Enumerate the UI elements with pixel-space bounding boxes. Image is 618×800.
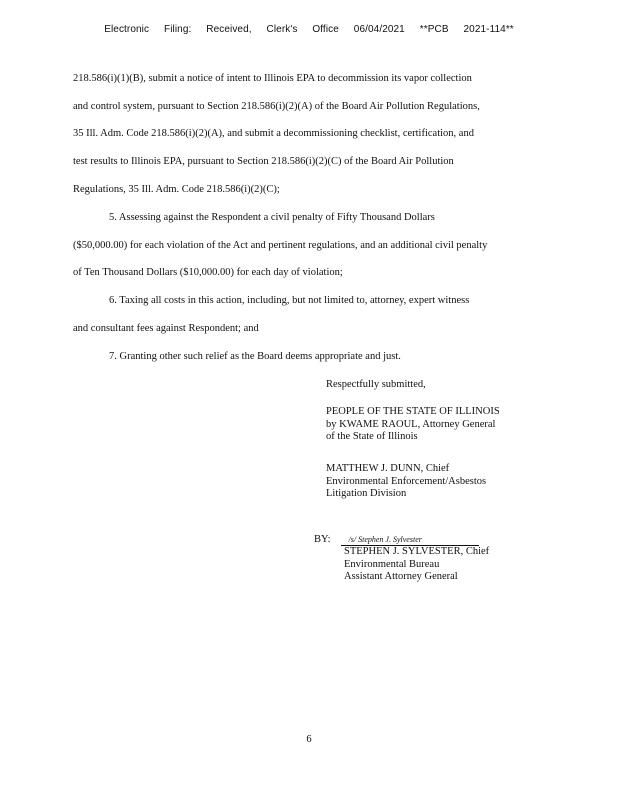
- body-line: ($50,000.00) for each violation of the Act and pertinent regulations, and an additional civil penalty: [73, 240, 488, 251]
- signature-line: of the State of Illinois: [326, 431, 418, 442]
- closing-text: [326, 379, 426, 392]
- signature-line: by KWAME RAOUL, Attorney General: [326, 418, 496, 430]
- body-line: and control system, pursuant to Section 218.586(i)(2)(A) of the Board Air Pollution Regulations,: [73, 101, 480, 112]
- body-line: test results to Illinois EPA, pursuant to Section 218.586(i)(2)(C) of the Board Air Pollution: [73, 156, 454, 167]
- header-case-number: 2021-114**: [463, 24, 514, 35]
- body-line: 218.586(i)(1)(B), submit a notice of intent to Illinois EPA to decommission its vapor collection: [73, 73, 472, 84]
- header-word: Office: [312, 24, 339, 35]
- signature-line: Assistant Attorney General: [344, 571, 458, 582]
- paragraph-7-line: 7. Granting other such relief as the Board deems appropriate and just.: [109, 351, 401, 362]
- header-word: Received,: [206, 24, 252, 35]
- body-line: 35 Ill. Adm. Code 218.586(i)(2)(A), and submit a decommissioning checklist, certification, and: [73, 128, 474, 139]
- header-date: 06/04/2021: [353, 24, 405, 35]
- header-word: Electronic: [104, 24, 150, 35]
- signature-block-division: [326, 463, 486, 501]
- body-line: of Ten Thousand Dollars ($10,000.00) for each day of violation;: [73, 267, 343, 278]
- signature-by-row: [314, 534, 479, 546]
- signature-line: PEOPLE OF THE STATE OF ILLINOIS: [326, 406, 500, 417]
- signature-line: STEPHEN J. SYLVESTER, Chief: [344, 546, 490, 557]
- paragraph-5-line: 5. Assessing against the Respondent a civil penalty of Fifty Thousand Dollars: [109, 212, 435, 223]
- electronic-signature: /s/ Stephen J. Sylvester: [341, 535, 479, 546]
- page-number: 6: [306, 734, 312, 745]
- body-line: and consultant fees against Respondent; and: [73, 323, 259, 334]
- header-word: Filing:: [163, 24, 192, 35]
- signature-line: Litigation Division: [326, 488, 407, 499]
- signature-line: Environmental Bureau: [344, 558, 440, 570]
- header-word: Clerk's: [266, 24, 298, 35]
- by-label: BY:: [314, 534, 331, 545]
- filing-header: [0, 24, 618, 35]
- body-line: Regulations, 35 Ill. Adm. Code 218.586(i)(2)(C);: [73, 184, 280, 195]
- closing-line: Respectfully submitted,: [326, 379, 426, 390]
- signature-line: MATTHEW J. DUNN, Chief: [326, 463, 450, 474]
- signature-line: Environmental Enforcement/Asbestos: [326, 475, 487, 487]
- header-word: **PCB: [419, 24, 449, 35]
- signature-block-people: [326, 406, 500, 444]
- paragraph-6-line: 6. Taxing all costs in this action, including, but not limited to, attorney, expert witness: [109, 295, 470, 306]
- signature-block-signer: [344, 546, 489, 584]
